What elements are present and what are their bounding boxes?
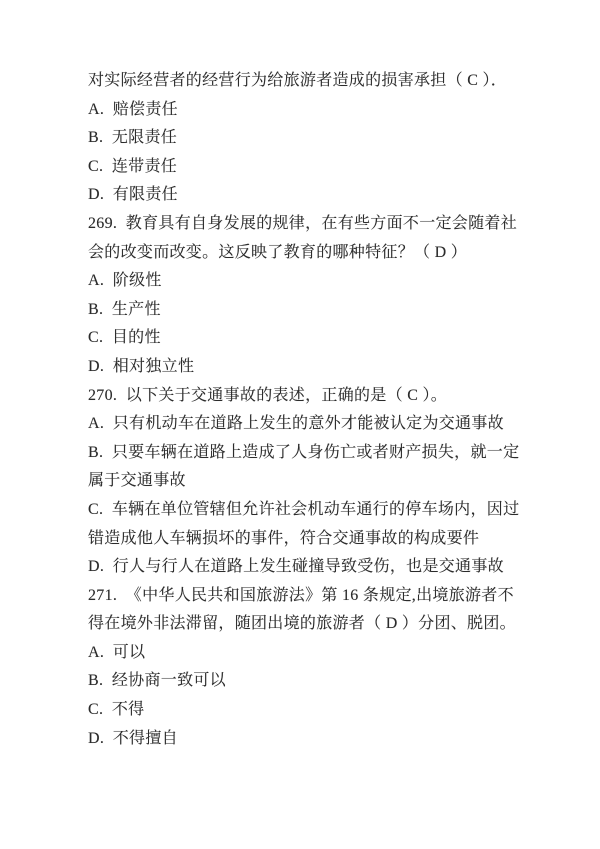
option-c-continuation: 错造成他人车辆损坏的事件，符合交通事故的构成要件 — [88, 529, 480, 547]
question-stem-line: 270. 以下关于交通事故的表述，正确的是（ C ）。 — [88, 386, 448, 404]
question-268-continuation — [88, 67, 516, 210]
option-c: C. 目的性 — [88, 329, 161, 347]
option-a: A. 赔偿责任 — [88, 100, 178, 118]
question-stem-line: 271. 《中华人民共和国旅游法》第 16 条规定,出境旅游者不 — [88, 586, 514, 604]
question-269 — [88, 210, 516, 382]
option-c: C. 车辆在单位管辖但允许社会机动车通行的停车场内，因过 — [88, 500, 520, 518]
option-d: D. 行人与行人在道路上发生碰撞导致受伤，也是交通事故 — [88, 558, 504, 576]
option-a: A. 可以 — [88, 643, 146, 661]
question-stem-line: 会的改变而改变。这反映了教育的哪种特征？（ D ） — [88, 243, 468, 261]
question-270 — [88, 382, 520, 582]
question-stem-line: 269. 教育具有自身发展的规律，在有些方面不一定会随着社 — [88, 214, 518, 232]
option-b: B. 只要车辆在道路上造成了人身伤亡或者财产损失，就一定 — [88, 443, 520, 461]
option-a: A. 只有机动车在道路上发生的意外才能被认定为交通事故 — [88, 415, 504, 433]
option-b: B. 经协商一致可以 — [88, 672, 226, 690]
option-d: D. 相对独立性 — [88, 357, 195, 375]
option-b: B. 无限责任 — [88, 129, 178, 147]
option-d: D. 不得擅自 — [88, 729, 178, 747]
option-c: C. 连带责任 — [88, 157, 178, 175]
option-c: C. 不得 — [88, 701, 145, 719]
option-d: D. 有限责任 — [88, 186, 178, 204]
option-a: A. 阶级性 — [88, 272, 162, 290]
question-271 — [88, 582, 516, 754]
question-stem-line: 得在境外非法滞留，随团出境的旅游者（ D ）分团、脱团。 — [88, 615, 516, 633]
option-b-continuation: 属于交通事故 — [88, 472, 186, 490]
question-stem-line: 对实际经营者的经营行为给旅游者造成的损害承担（ C ）． — [88, 72, 508, 89]
option-b: B. 生产性 — [88, 300, 161, 318]
